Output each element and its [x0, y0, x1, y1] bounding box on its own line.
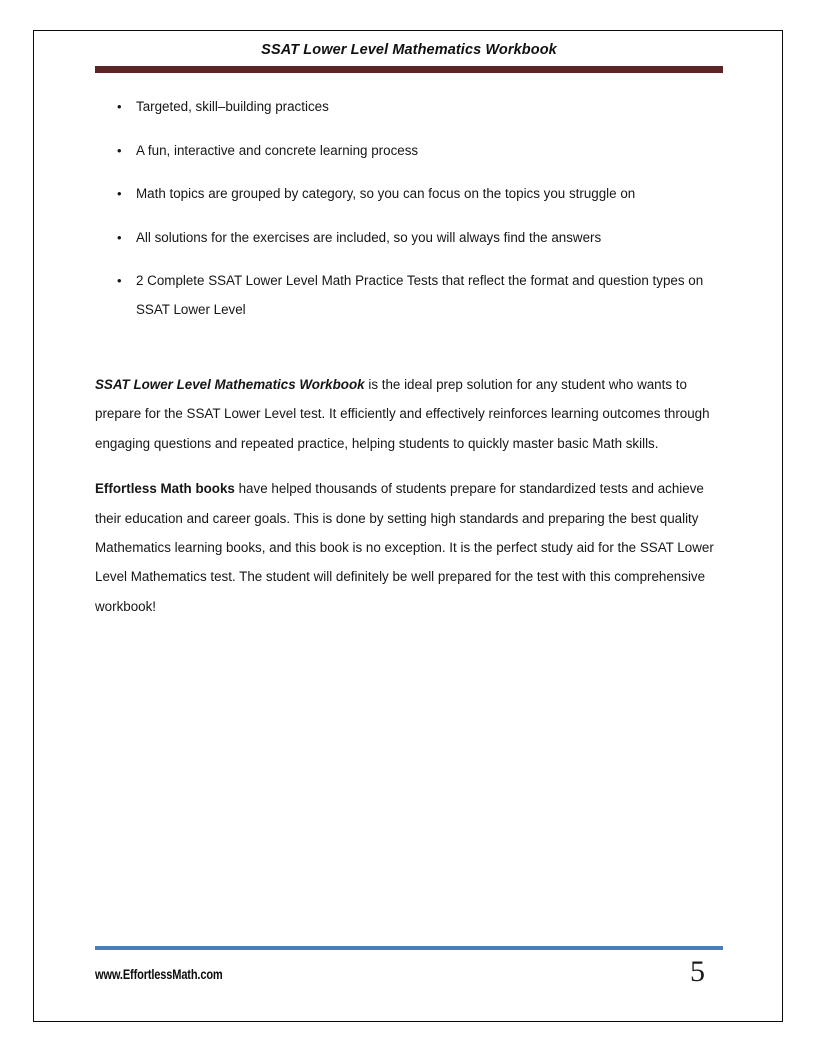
bullet-point-icon: • — [117, 273, 122, 288]
list-item-text: 2 Complete SSAT Lower Level Math Practice Tests that reflect the format and question types on SSAT Lower Level — [136, 273, 704, 317]
publisher-paragraph — [95, 474, 723, 621]
list-item-text: All solutions for the exercises are included, so you will always find the answers — [136, 229, 602, 245]
list-item — [95, 92, 723, 121]
intro-paragraph-lead: SSAT Lower Level Mathematics Workbook — [95, 377, 365, 392]
bullet-point-icon: • — [117, 229, 122, 245]
bullet-point-icon: • — [117, 99, 122, 114]
list-item — [95, 136, 723, 165]
footer-row — [95, 955, 723, 995]
list-item-text: A fun, interactive and concrete learning process — [136, 142, 419, 158]
list-item-text: Math topics are grouped by category, so you can focus on the topics you struggle on — [136, 186, 636, 201]
page-title: SSAT Lower Level Mathematics Workbook — [261, 42, 557, 58]
page-number: 5 — [690, 955, 705, 988]
page-footer — [95, 946, 723, 995]
header-divider-rule — [95, 66, 723, 73]
bullet-point-icon: • — [117, 142, 122, 158]
list-item — [95, 223, 723, 252]
footer-divider-rule — [95, 946, 723, 950]
intro-paragraph — [95, 370, 723, 458]
page-header — [95, 42, 723, 73]
footer-website-link[interactable]: www.EffortlessMath.com — [95, 967, 223, 982]
intro-paragraph-body: is the ideal prep solution for any student who wants to prepare for the SSAT Lower Level test. It efficiently and effectively reinforces learning outcomes through engaging questions and repeated practice, helping students to quickly master basic Math skills. — [95, 377, 710, 451]
list-item-text: Targeted, skill–building practices — [136, 99, 329, 114]
publisher-paragraph-body: have helped thousands of students prepare for standardized tests and achieve their education and career goals. This is done by setting high standards and preparing the best quality Mathematics learning books, and this book is no exception. It is the perfect study aid for the SSAT Lower Level Mathematics test. The student will definitely be well prepared for the test with this comprehensive workbook! — [95, 481, 714, 614]
list-item — [95, 179, 723, 208]
bullet-point-icon: • — [117, 186, 122, 201]
feature-bullet-list — [95, 92, 723, 324]
publisher-paragraph-lead: Effortless Math books — [95, 481, 235, 497]
list-item — [95, 266, 723, 324]
page-content — [95, 92, 723, 621]
